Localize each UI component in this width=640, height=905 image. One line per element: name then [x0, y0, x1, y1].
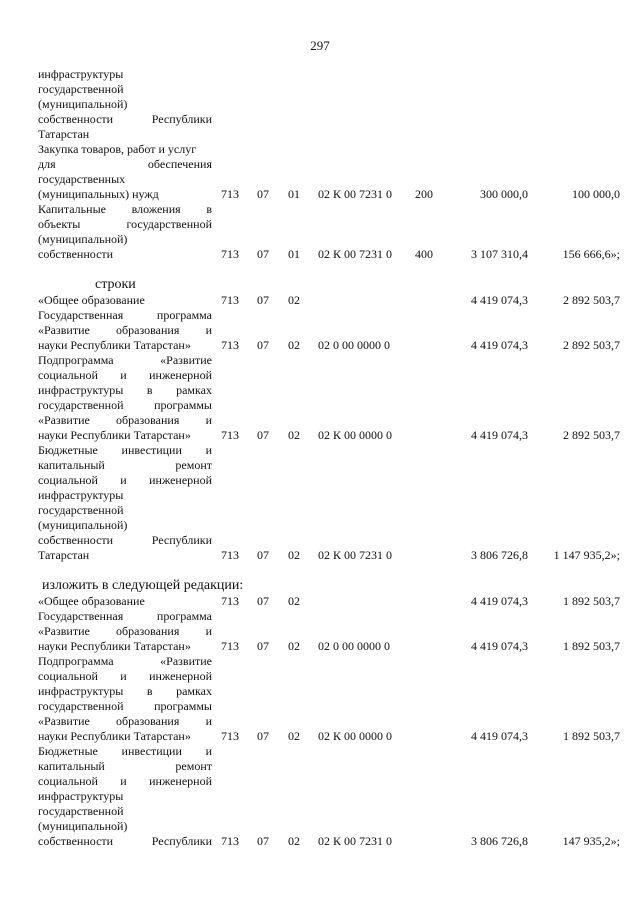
target-code: 02 К 00 7231 0 — [318, 247, 393, 261]
subsection-code: 02 — [288, 548, 300, 562]
amount-year2: 2 892 503,7 — [563, 338, 620, 352]
item-text-line: Подпрограмма «Развитие — [38, 654, 212, 668]
amount-year1: 4 419 074,3 — [471, 338, 528, 352]
ministry-code: 713 — [221, 639, 239, 653]
amount-year1: 4 419 074,3 — [471, 293, 528, 307]
heading-edit: изложить в следующей редакции: — [42, 578, 244, 593]
item-text-line: государственной — [38, 503, 124, 517]
expense-type-code: 400 — [415, 247, 433, 261]
section-code: 07 — [257, 187, 269, 201]
ministry-code: 713 — [221, 729, 239, 743]
item-text-line: капитальный ремонт — [38, 759, 212, 773]
section-code: 07 — [257, 247, 269, 261]
item-text-line: инфраструктуры — [38, 488, 124, 502]
item-text-line: государственных — [38, 172, 126, 186]
page-number: 297 — [310, 38, 330, 53]
amount-year2: 156 666,6»; — [562, 247, 620, 261]
amount-year2: 1 892 503,7 — [563, 639, 620, 653]
section-code: 07 — [257, 338, 269, 352]
item-text-line: инфраструктуры в рамках — [38, 684, 212, 698]
ministry-code: 713 — [221, 338, 239, 352]
target-code: 02 0 00 0000 0 — [318, 338, 390, 352]
item-text-line: инфраструктуры в рамках — [38, 383, 212, 397]
amount-year1: 3 107 310,4 — [471, 247, 528, 261]
amount-year1: 4 419 074,3 — [471, 594, 528, 608]
amount-year1: 3 806 726,8 — [471, 834, 528, 848]
item-text-line: (муниципальной) — [38, 232, 128, 246]
item-text-line: инфраструктуры — [38, 67, 124, 81]
item-text-line: для обеспечения — [38, 157, 212, 171]
section-code: 07 — [257, 639, 269, 653]
amount-year2: 1 892 503,7 — [563, 594, 620, 608]
item-text-line: Закупка товаров, работ и услуг — [38, 142, 197, 156]
item-text-line: «Развитие образования и — [38, 323, 212, 337]
item-text-line: Татарстан — [38, 548, 90, 562]
item-text-line: (муниципальной) — [38, 819, 128, 833]
amount-year1: 4 419 074,3 — [471, 639, 528, 653]
item-text-line: собственности Республики — [38, 533, 212, 547]
amount-year1: 4 419 074,3 — [471, 428, 528, 442]
ministry-code: 713 — [221, 428, 239, 442]
subsection-code: 02 — [288, 729, 300, 743]
amount-year2: 1 147 935,2»; — [553, 548, 620, 562]
subsection-code: 01 — [288, 187, 300, 201]
ministry-code: 713 — [221, 548, 239, 562]
item-text-line: «Развитие образования и — [38, 714, 212, 728]
item-text-line: государственной программы — [38, 398, 212, 412]
amount-year2: 1 892 503,7 — [563, 729, 620, 743]
section-code: 07 — [257, 428, 269, 442]
item-text-line: собственности Республики — [38, 112, 212, 126]
target-code: 02 К 00 0000 0 — [318, 729, 393, 743]
item-text-line: «Развитие образования и — [38, 624, 212, 638]
item-text-line: «Общее образование — [38, 594, 145, 608]
ministry-code: 713 — [221, 293, 239, 307]
target-code: 02 К 00 7231 0 — [318, 548, 393, 562]
amount-year2: 2 892 503,7 — [563, 428, 620, 442]
item-text-line: социальной и инженерной — [38, 473, 212, 487]
section-code: 07 — [257, 834, 269, 848]
item-text-line: (муниципальной) — [38, 97, 128, 111]
subsection-code: 02 — [288, 293, 300, 307]
item-text-line: государственной программы — [38, 699, 212, 713]
item-text-line: «Общее образование — [38, 293, 145, 307]
item-text-line: науки Республики Татарстан» — [38, 338, 191, 352]
target-code: 02 К 00 7231 0 — [318, 187, 393, 201]
item-text-line: Капитальные вложения в — [38, 202, 212, 216]
expense-type-code: 200 — [415, 187, 433, 201]
subsection-code: 02 — [288, 338, 300, 352]
item-text-line: собственности Республики — [38, 834, 212, 848]
subsection-code: 02 — [288, 428, 300, 442]
amount-year2: 2 892 503,7 — [563, 293, 620, 307]
item-text-line: государственной — [38, 82, 124, 96]
heading-rows: строки — [95, 277, 136, 292]
ministry-code: 713 — [221, 834, 239, 848]
target-code: 02 0 00 0000 0 — [318, 639, 390, 653]
amount-year1: 4 419 074,3 — [471, 729, 528, 743]
item-text-line: объекты государственной — [38, 217, 212, 231]
target-code: 02 К 00 7231 0 — [318, 834, 393, 848]
item-text-line: Государственная программа — [38, 609, 212, 623]
item-text-line: науки Республики Татарстан» — [38, 639, 191, 653]
section-code: 07 — [257, 548, 269, 562]
item-text-line: инфраструктуры — [38, 789, 124, 803]
item-text-line: Подпрограмма «Развитие — [38, 353, 212, 367]
item-text-line: социальной и инженерной — [38, 774, 212, 788]
subsection-code: 01 — [288, 247, 300, 261]
section-code: 07 — [257, 293, 269, 307]
item-text-line: Татарстан — [38, 127, 90, 141]
item-text-line: Бюджетные инвестиции и — [38, 744, 212, 758]
amount-year2: 147 935,2»; — [562, 834, 620, 848]
amount-year2: 100 000,0 — [572, 187, 620, 201]
item-text-line: Бюджетные инвестиции и — [38, 443, 212, 457]
item-text-line: (муниципальной) — [38, 518, 128, 532]
item-text-line: социальной и инженерной — [38, 669, 212, 683]
ministry-code: 713 — [221, 594, 239, 608]
item-text-line: капитальный ремонт — [38, 458, 212, 472]
item-text-line: (муниципальных) нужд — [38, 187, 159, 201]
ministry-code: 713 — [221, 187, 239, 201]
item-text-line: государственной — [38, 804, 124, 818]
subsection-code: 02 — [288, 639, 300, 653]
amount-year1: 300 000,0 — [480, 187, 528, 201]
item-text-line: собственности — [38, 247, 114, 261]
item-text-line: Государственная программа — [38, 308, 212, 322]
item-text-line: «Развитие образования и — [38, 413, 212, 427]
subsection-code: 02 — [288, 594, 300, 608]
item-text-line: науки Республики Татарстан» — [38, 729, 191, 743]
amount-year1: 3 806 726,8 — [471, 548, 528, 562]
section-code: 07 — [257, 729, 269, 743]
subsection-code: 02 — [288, 834, 300, 848]
item-text-line: социальной и инженерной — [38, 368, 212, 382]
item-text-line: науки Республики Татарстан» — [38, 428, 191, 442]
section-code: 07 — [257, 594, 269, 608]
ministry-code: 713 — [221, 247, 239, 261]
target-code: 02 К 00 0000 0 — [318, 428, 393, 442]
